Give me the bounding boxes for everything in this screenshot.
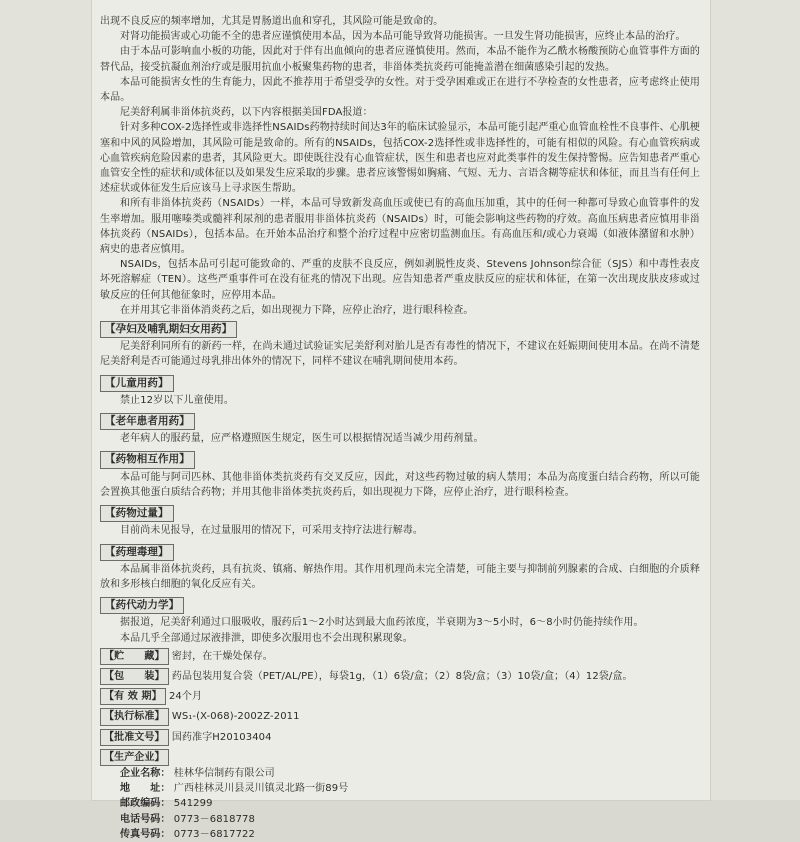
- standard-label: 【执行标准】: [100, 708, 169, 725]
- standard-value: WS₁-(X-068)-2002Z-2011: [171, 711, 300, 723]
- fax-value: 0773－6817722: [173, 828, 255, 840]
- address-row: [100, 781, 700, 796]
- paragraph: 禁止12岁以下儿童使用。: [120, 394, 234, 406]
- section-pharmacokinetics: [100, 594, 700, 646]
- section-heading: 【药物过量】: [100, 505, 174, 522]
- postcode-label: 邮政编码：: [120, 798, 171, 810]
- standard-row: [100, 708, 700, 725]
- fax-row: [100, 827, 700, 842]
- paragraph: 出现不良反应的频率增加，尤其是胃肠道出血和穿孔，其风险可能是致命的。: [100, 16, 444, 27]
- section-heading: 【老年患者用药】: [100, 413, 195, 430]
- company-value: 桂林华信制药有限公司: [173, 767, 275, 779]
- approval-row: [100, 729, 700, 746]
- package-label: 【包 装】: [100, 668, 169, 685]
- section-heading: 【孕妇及哺乳期妇女用药】: [100, 321, 237, 338]
- section-heading: 【儿童用药】: [100, 375, 174, 392]
- fax-label: 传真号码：: [120, 828, 171, 840]
- postcode-value: 541299: [173, 798, 213, 810]
- paragraph: 针对多种COX-2选择性或非选择性NSAIDs药物持续时间达3年的临床试验显示，本品可能引起严重心血管血栓性不良事件、心肌梗塞和中风的风险增加，其风险可能是致命的。所有的NSAIDs，包括COX-2选择性或非选择性的，可能有相似的风险。有心血管疾病或心血管疾病危险因素的患者，其风险更大。即使既往没有心血管症状，医生和患者也应对此类事件的发生保持警惕。应告知患者严重心血管安全性的症状和/或体征以及如果发生应采取的步骤。患者应该警惕如胸痛、气短、无力、言语含糊等症状和体征，而且当有任何上述症状或体征发生后应该马上寻求医生帮助。: [100, 122, 700, 195]
- section-heading: 【药理毒理】: [100, 544, 174, 561]
- section-heading: 【药物相互作用】: [100, 451, 195, 468]
- storage-row: [100, 648, 700, 665]
- section-interaction: [100, 448, 700, 500]
- section-children: [100, 372, 700, 408]
- phone-value: 0773－6818778: [173, 813, 255, 825]
- paragraph: NSAIDs，包括本品可引起可能致命的、严重的皮肤不良反应，例如剥脱性皮炎、Stevens Johnson综合征（SJS）和中毒性表皮坏死溶解症（TEN）。这些严重事件可在没有征兆的情况下出现。应告知患者严重皮肤反应的症状和体征，在第一次出现皮肤皮疹或过敏反应的任何其他征象时，应停用本品。: [100, 259, 700, 301]
- paragraph: 由于本品可影响血小板的功能，因此对于伴有出血倾向的患者应谨慎使用。然而，本品不能作为乙酰水杨酸预防心血管事件方面的替代品，接受抗凝血剂治疗或是服用抗血小板聚集药物的患者，非甾体类抗炎药可能掩盖潜在细菌感染引起的发热。: [100, 46, 700, 73]
- paragraph: 本品可能损害女性的生育能力，因此不推荐用于希望受孕的女性。对于受孕困难或正在进行不孕检查的女性患者，应考虑终止使用本品。: [100, 76, 700, 104]
- section-heading: 【药代动力学】: [100, 597, 184, 614]
- phone-row: [100, 812, 700, 827]
- storage-value: 密封，在干燥处保存。: [171, 650, 273, 662]
- paragraph: 本品属非甾体抗炎药，具有抗炎、镇痛、解热作用。其作用机理尚未完全清楚，可能主要与抑制前列腺素的合成、白细胞的介质释放和多形核白细胞的氧化反应有关。: [100, 563, 700, 590]
- storage-label: 【贮 藏】: [100, 648, 169, 665]
- leaflet-content: [100, 14, 700, 842]
- maker-row: [100, 749, 700, 766]
- paragraph: 在并用其它非甾体消炎药之后，如出现视力下降，应停止治疗，进行眼科检查。: [120, 304, 474, 316]
- address-label: 地 址：: [120, 783, 171, 795]
- right-background: [710, 0, 800, 800]
- section-pregnancy: [100, 318, 700, 370]
- maker-label: 【生产企业】: [100, 749, 169, 766]
- approval-value: 国药准字H20103404: [171, 731, 272, 743]
- left-background: [0, 0, 92, 800]
- paragraph: 老年病人的服药量，应严格遵照医生规定，医生可以根据情况适当减少用药剂量。: [120, 433, 484, 445]
- section-overdose: [100, 502, 700, 538]
- section-pharmacology: [100, 541, 700, 593]
- paragraph: 尼美舒利属非甾体抗炎药，以下内容根据美国FDA报道：: [120, 107, 373, 119]
- validity-label: 【有 效 期】: [100, 688, 166, 705]
- approval-label: 【批准文号】: [100, 729, 169, 746]
- paragraph: 本品几乎全部通过尿液排泄，即使多次服用也不会出现积累现象。: [120, 632, 413, 644]
- company-row: [100, 766, 700, 781]
- package-value: 药品包装用复合袋（PET/AL/PE），每袋1g，（1）6袋/盒；（2）8袋/盒；（3）10袋/盒；（4）12袋/盒。: [171, 670, 633, 682]
- company-label: 企业名称：: [120, 767, 171, 779]
- validity-row: [100, 688, 700, 705]
- validity-value: 24个月: [168, 691, 203, 703]
- paragraph: 目前尚未见报导，在过量服用的情况下，可采用支持疗法进行解毒。: [120, 525, 423, 537]
- paragraph: 据报道，尼美舒利通过口服吸收，服药后1～2小时达到最大血药浓度，半衰期为3～5小时，6～8小时仍能持续作用。: [120, 617, 644, 629]
- paragraph: 尼美舒利同所有的新药一样，在尚未通过试验证实尼美舒利对胎儿是否有毒性的情况下，不建议在妊娠期间使用本品。在尚不清楚尼美舒利是否可能通过母乳排出体外的情况下，同样不建议在哺乳期间使用本药。: [100, 341, 700, 368]
- paragraph: 和所有非甾体抗炎药（NSAIDs）一样，本品可导致新发高血压或使已有的高血压加重，其中的任何一种都可导致心血管事件的发生率增加。服用噻嗪类或髓袢利尿剂的患者服用非甾体抗炎药（NSAIDs）时，可能会影响这些药物的疗效。高血压病患者应慎用非甾体抗炎药（NSAIDs），包括本品。在开始本品治疗和整个治疗过程中应密切监测血压。有高血压和/或心力衰竭（如液体潴留和水肿）病史的患者应慎用。: [100, 198, 700, 256]
- address-value: 广西桂林灵川县灵川镇灵北路一街89号: [173, 783, 349, 795]
- package-row: [100, 668, 700, 685]
- postcode-row: [100, 796, 700, 811]
- paragraph: 对肾功能损害或心功能不全的患者应谨慎使用本品，因为本品可能导致肾功能损害。一旦发生肾功能损害，应终止本品的治疗。: [120, 31, 686, 43]
- phone-label: 电话号码：: [120, 813, 171, 825]
- paragraph: 本品可能与阿司匹林、其他非甾体类抗炎药有交叉反应，因此，对这些药物过敏的病人禁用；本品为高度蛋白结合药物，所以可能会置换其他蛋白质结合药物；并用其他非甾体类抗炎药后，如出现视力下降，应停止治疗，进行眼科检查。: [100, 471, 700, 498]
- section-elderly: [100, 410, 700, 446]
